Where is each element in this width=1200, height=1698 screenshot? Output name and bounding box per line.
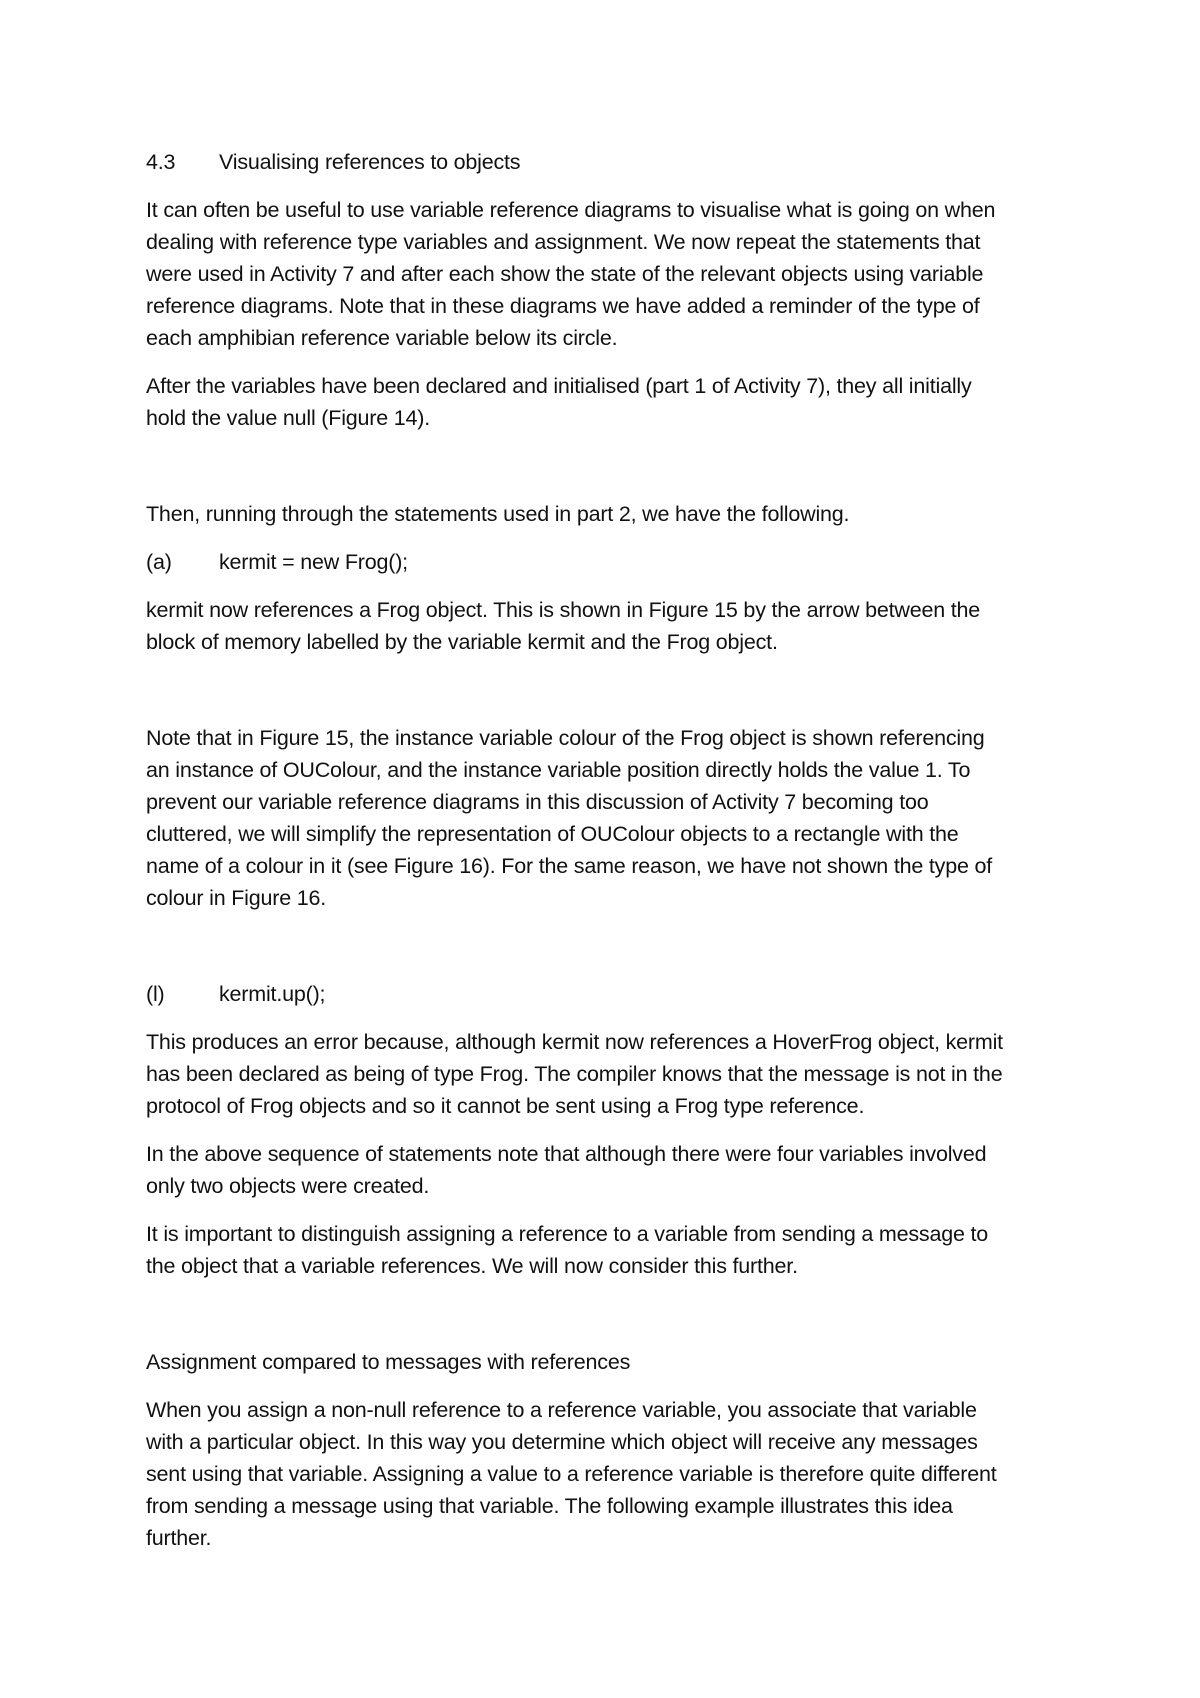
text-line: After the variables have been declared and initialised (part 1 of Activity 7), they all initially [146,374,972,398]
text-line: were used in Activity 7 and after each show the state of the relevant objects using variable [146,262,984,286]
text-line: In the above sequence of statements note that although there were four variables involved [146,1142,987,1166]
text-line: It is important to distinguish assigning a reference to a variable from sending a message to [146,1222,989,1246]
text-line: This produces an error because, although kermit now references a HoverFrog object, kermit [146,1030,1003,1054]
text-line: name of a colour in it (see Figure 16). For the same reason, we have not shown the type of [146,854,993,878]
step-a [146,546,408,578]
text-line: has been declared as being of type Frog. The compiler knows that the message is not in the [146,1062,1003,1086]
text-line: from sending a message using that variable. The following example illustrates this idea [146,1494,953,1518]
text-line: block of memory labelled by the variable kermit and the Frog object. [146,630,778,654]
text-line: reference diagrams. Note that in these diagrams we have added a reminder of the type of [146,294,980,318]
text-line: the object that a variable references. We will now consider this further. [146,1254,798,1278]
text-line: only two objects were created. [146,1174,430,1198]
text-line: Note that in Figure 15, the instance variable colour of the Frog object is shown referencing [146,726,985,750]
text-line: further. [146,1526,212,1550]
step-a-label: (a) [146,550,172,574]
section-heading [146,146,520,178]
text-line: cluttered, we will simplify the representation of OUColour objects to a rectangle with the [146,822,959,846]
text-line: prevent our variable reference diagrams in this discussion of Activity 7 becoming too [146,790,929,814]
text-line: It can often be useful to use variable reference diagrams to visualise what is going on when [146,198,996,222]
subheading: Assignment compared to messages with references [146,1350,631,1374]
text-line: with a particular object. In this way you determine which object will receive any messages [146,1430,978,1454]
text-line: dealing with reference type variables and assignment. We now repeat the statements that [146,230,981,254]
step-l-code: kermit.up(); [219,982,326,1006]
section-title: Visualising references to objects [219,150,521,174]
step-l-label: (l) [146,982,165,1006]
text-line: colour in Figure 16. [146,886,327,910]
step-a-code: kermit = new Frog(); [219,550,408,574]
text-line: When you assign a non-null reference to a reference variable, you associate that variable [146,1398,977,1422]
text-line: hold the value null (Figure 14). [146,406,431,430]
paragraph-running-through: Then, running through the statements used in part 2, we have the following. [146,502,850,526]
section-number: 4.3 [146,150,176,174]
text-line: sent using that variable. Assigning a value to a reference variable is therefore quite different [146,1462,997,1486]
text-line: kermit now references a Frog object. This is shown in Figure 15 by the arrow between the [146,598,981,622]
text-line: each amphibian reference variable below its circle. [146,326,618,350]
text-line: protocol of Frog objects and so it cannot be sent using a Frog type reference. [146,1094,865,1118]
step-l [146,978,325,1010]
text-line: an instance of OUColour, and the instance variable position directly holds the value 1. To [146,758,971,782]
